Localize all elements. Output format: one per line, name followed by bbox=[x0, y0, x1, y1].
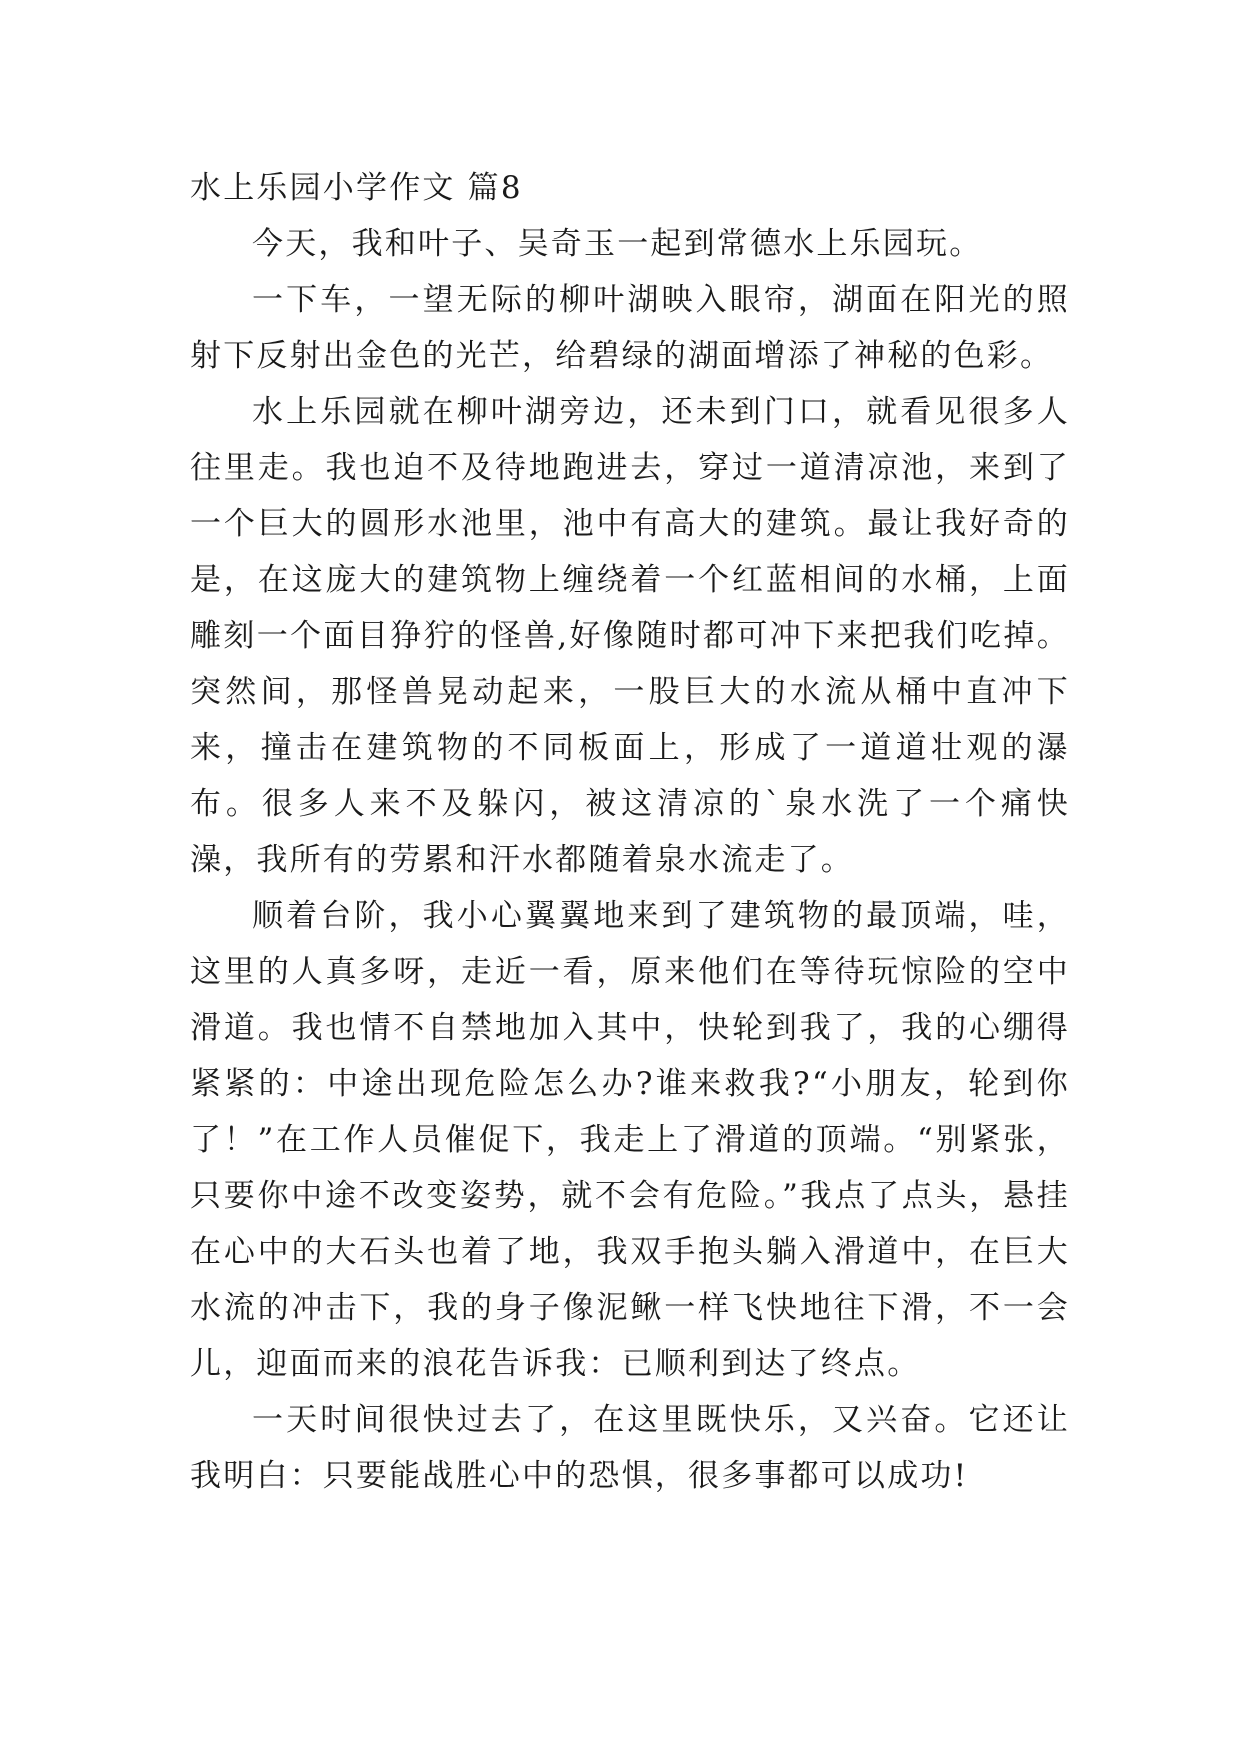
paragraph-4: 顺着台阶，我小心翼翼地来到了建筑物的最顶端，哇，这里的人真多呀，走近一看，原来他们在等待玩惊险的空中滑道。我也情不自禁地加入其中，快轮到我了，我的心绷得紧紧的：中途出现危险怎么办?谁来救我?“小朋友，轮到你了！”在工作人员催促下，我走上了滑道的顶端。“别紧张，只要你中途不改变姿势，就不会有危险。”我点了点头，悬挂在心中的大石头也着了地，我双手抱头躺入滑道中，在巨大水流的冲击下，我的身子像泥鳅一样飞快地往下滑，不一会儿，迎面而来的浪花告诉我：已顺利到达了终点。 bbox=[190, 898, 1070, 1382]
paragraph-5: 一天时间很快过去了，在这里既快乐，又兴奋。它还让我明白：只要能战胜心中的恐惧，很多事都可以成功! bbox=[190, 1402, 1070, 1494]
paragraph-3: 水上乐园就在柳叶湖旁边，还未到门口，就看见很多人往里走。我也迫不及待地跑进去，穿过一道清凉池，来到了一个巨大的圆形水池里，池中有高大的建筑。最让我好奇的是，在这庞大的建筑物上缠绕着一个红蓝相间的水桶，上面雕刻一个面目狰狞的怪兽,好像随时都可冲下来把我们吃掉。突然间，那怪兽晃动起来，一股巨大的水流从桶中直冲下来，撞击在建筑物的不同板面上，形成了一道道壮观的瀑布。很多人来不及躲闪，被这清凉的`泉水洗了一个痛快澡，我所有的劳累和汗水都随着泉水流走了。 bbox=[190, 394, 1070, 878]
essay-body bbox=[190, 160, 1070, 1504]
paragraph-2: 一下车，一望无际的柳叶湖映入眼帘，湖面在阳光的照射下反射出金色的光芒，给碧绿的湖面增添了神秘的色彩。 bbox=[190, 282, 1070, 374]
paragraph-1: 今天，我和叶子、吴奇玉一起到常德水上乐园玩。 bbox=[252, 226, 983, 262]
essay-title: 水上乐园小学作文 篇8 bbox=[190, 170, 523, 206]
